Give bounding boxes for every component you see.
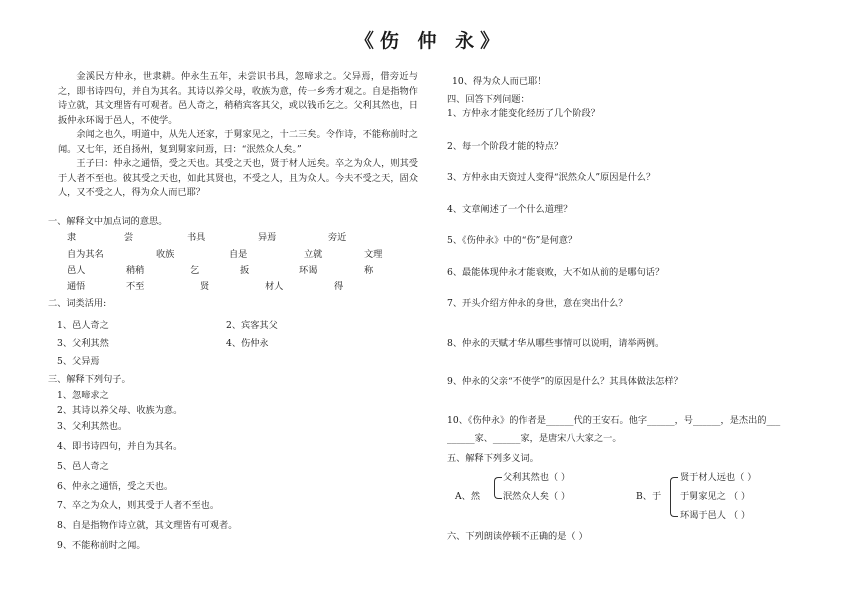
question: 5、《伤仲永》中的“伤”是何意？ <box>447 235 578 246</box>
section-1-heading: 一、解释文中加点词的意思。 <box>48 216 168 227</box>
passage-paragraph-2: 余闻之也久，明道中，从先人还家，于舅家见之，十二三矣。令作诗，不能称前时之闻。又七年，还自扬州，复到舅家问焉，曰：“泯然众人矣。” <box>58 129 418 155</box>
brace-b <box>670 477 678 517</box>
section-2-item: 4、伤仲永 <box>226 338 269 349</box>
question: 1、方仲永才能变化经历了几个阶段？ <box>447 108 600 119</box>
passage-paragraph-1: 金溪民方仲永，世隶耕。仲永生五年，未尝识书具，忽啼求之。父异焉，借旁近与之，即书诗四句，并自为其名。其诗以养父母，收族为意，传一乡秀才观之。自是指物作诗立就，其文理皆有可观者。邑人奇之，稍稍宾客其父，或以钱币乞之。父利其然也，日扳仲永环谒于邑人，不使学。 <box>58 71 418 126</box>
fill-in-question-cont: ______家、______家，是唐宋八大家之一。 <box>447 433 622 444</box>
question: 3、方仲永由天资过人变得“泯然众人”原因是什么？ <box>447 172 656 183</box>
section-2-item: 1、邑人奇之 <box>57 320 109 331</box>
section-2-item: 3、父利其然 <box>57 338 109 349</box>
section-5-heading: 五、解释下列多义词。 <box>447 453 539 464</box>
group-b-item: 贤于材人远也（ ） <box>680 472 757 483</box>
section-2-item: 2、宾客其父 <box>226 320 278 331</box>
passage <box>58 70 418 201</box>
vocab-term: 邑人 <box>67 265 86 276</box>
fill-in-question: 10、《伤仲永》的作者是______代的王安石。他字______，号______，是杰出的___ <box>447 415 781 426</box>
section-3-item: 3、父利其然也。 <box>57 421 128 432</box>
vocab-term: 材人 <box>265 281 284 292</box>
section-2-item: 5、父异焉 <box>57 356 100 367</box>
brace-a <box>494 477 502 499</box>
vocab-term: 尝 <box>124 232 134 243</box>
vocab-term: 隶 <box>67 232 77 243</box>
group-a-label: A、然 <box>455 491 481 502</box>
section-3-item-10: 10、得为众人而已耶！ <box>452 76 547 87</box>
page-title: 《伤 仲 永》 <box>354 30 506 52</box>
passage-paragraph-3: 王子曰：仲永之通悟，受之天也。其受之天也，贤于材人远矣。卒之为众人，则其受于人者不至也。彼其受之天也，如此其贤也，不受之人，且为众人。今夫不受之天，固众人，又不受之人，得为众人而已耶？ <box>58 158 418 198</box>
section-3-item: 5、邑人奇之 <box>57 461 109 472</box>
vocab-term: 自为其名 <box>67 249 104 260</box>
section-3-heading: 三、解释下列句子。 <box>48 374 131 385</box>
question: 9、仲永的父亲“不使学”的原因是什么？其具体做法怎样？ <box>447 376 683 387</box>
vocab-term: 环谒 <box>299 265 318 276</box>
question: 7、开头介绍方仲永的身世，意在突出什么？ <box>447 298 628 309</box>
section-3-item: 8、自是指物作诗立就，其文理皆有可观者。 <box>57 520 238 531</box>
section-3-item: 1、忽啼求之 <box>57 390 109 401</box>
section-2-heading: 二、词类活用: <box>48 298 107 309</box>
question: 6、最能体现仲永才能衰败，大不如从前的是哪句话？ <box>447 267 665 278</box>
question: 2、每一个阶段才能的特点？ <box>447 141 564 152</box>
vocab-term: 文理 <box>364 249 383 260</box>
section-3-item: 2、其诗以养父母、收族为意。 <box>57 405 183 416</box>
section-6-heading: 六、下列朗读停顿不正确的是（ ） <box>447 531 588 542</box>
group-b-item: 于舅家见之 （ ） <box>680 491 751 502</box>
vocab-term: 旁近 <box>328 232 347 243</box>
vocab-term: 不至 <box>126 281 145 292</box>
vocab-term: 称 <box>364 265 374 276</box>
vocab-term: 书具 <box>187 232 206 243</box>
section-3-item: 9、不能称前时之闻。 <box>57 540 146 551</box>
vocab-term: 稍稍 <box>126 265 145 276</box>
group-b-label: B、于 <box>636 491 662 502</box>
section-4-heading: 四、回答下列问题： <box>447 94 530 105</box>
section-3-item: 4、即书诗四句，并自为其名。 <box>57 441 183 452</box>
vocab-term: 自是 <box>229 249 248 260</box>
group-a-item: 泯然众人矣（ ） <box>503 491 571 502</box>
section-3-item: 6、仲永之通悟，受之天也。 <box>57 481 174 492</box>
vocab-term: 通悟 <box>67 281 86 292</box>
vocab-term: 立就 <box>304 249 323 260</box>
vocab-term: 得 <box>334 281 344 292</box>
section-3-item: 7、卒之为众人，则其受于人者不至也。 <box>57 500 220 511</box>
vocab-term: 贤 <box>200 281 210 292</box>
group-a-item: 父利其然也（ ） <box>503 472 571 483</box>
question: 8、仲永的天赋才华从哪些事情可以说明，请举两例。 <box>447 338 665 349</box>
group-b-item: 环谒于邑人 （ ） <box>680 510 751 521</box>
question: 4、文章阐述了一个什么道理？ <box>447 204 573 215</box>
vocab-term: 异焉 <box>258 232 277 243</box>
vocab-term: 收族 <box>156 249 175 260</box>
vocab-term: 扳 <box>240 265 250 276</box>
vocab-term: 乞 <box>190 265 200 276</box>
